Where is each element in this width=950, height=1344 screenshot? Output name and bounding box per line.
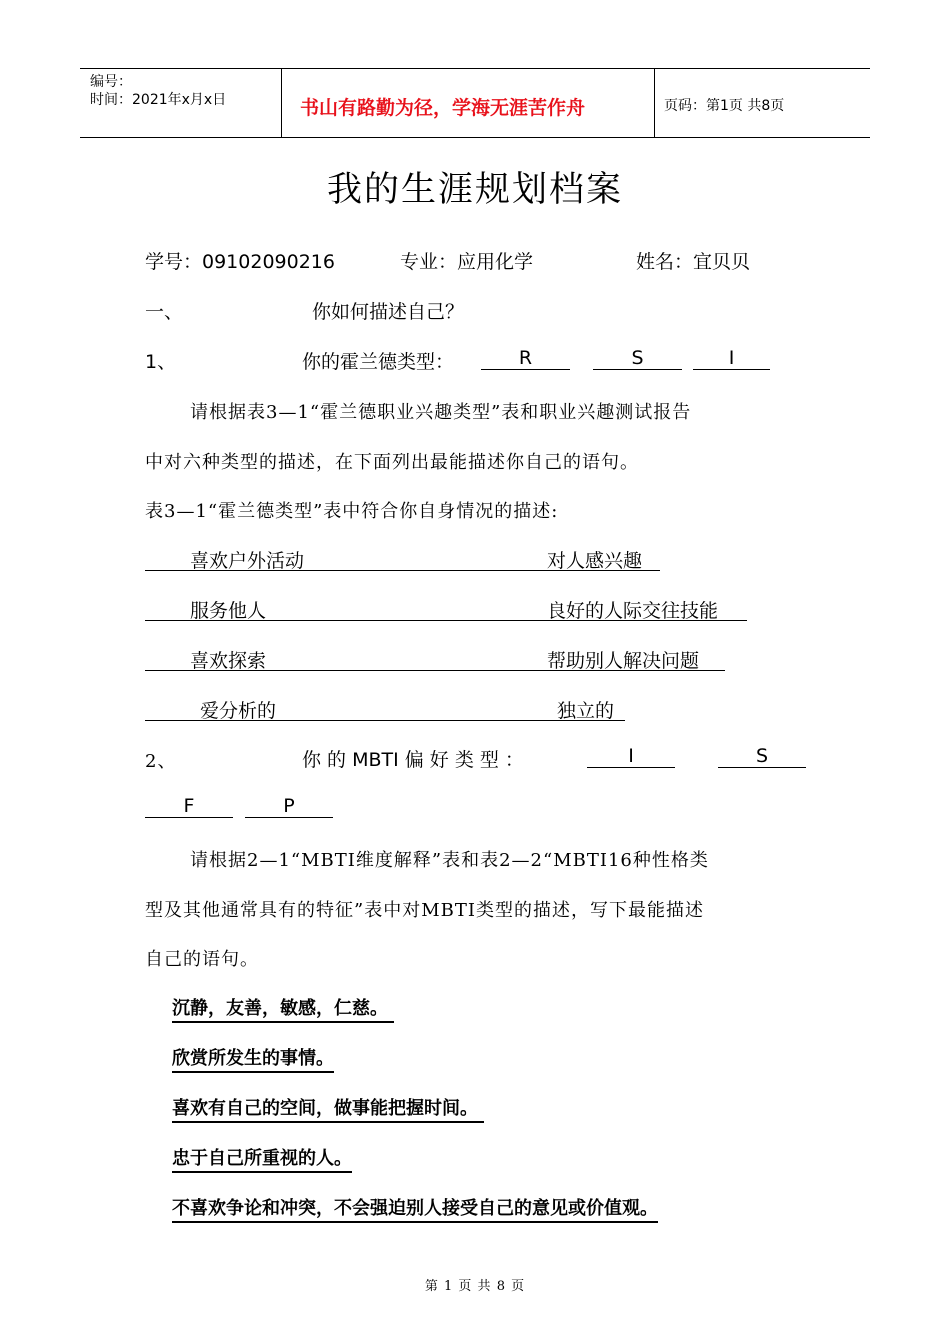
- header-divider: [654, 69, 655, 137]
- instruction-text: 型及其他通常具有的特征”表中对MBTI类型的描述，写下最能描述: [145, 900, 704, 921]
- mbti-type-answer: I: [587, 745, 675, 768]
- holland-description: 对人感兴趣: [547, 550, 643, 572]
- holland-description: 独立的: [557, 700, 615, 722]
- student-name: 姓名：宜贝贝: [636, 251, 751, 273]
- mbti-statement: 欣赏所发生的事情。: [172, 1044, 334, 1073]
- item-number: 1、: [145, 351, 177, 373]
- holland-description: 良好的人际交往技能: [547, 600, 719, 622]
- holland-type-answer: S: [593, 347, 682, 370]
- mbti-type-answer: P: [245, 795, 333, 818]
- mbti-type-answer: F: [145, 795, 233, 818]
- instruction-text: 自己的语句。: [145, 949, 259, 970]
- section-heading: 你如何描述自己？: [312, 301, 465, 323]
- mbti-type-answer: S: [718, 745, 806, 768]
- holland-description: 爱分析的: [200, 700, 277, 722]
- mbti-statement: 不喜欢争论和冲突，不会强迫别人接受自己的意见或价值观。: [172, 1194, 658, 1223]
- holland-description-row: [145, 546, 660, 571]
- header-motto: 书山有路勤为径，学海无涯苦作舟: [300, 97, 586, 119]
- instruction-text: 请根据表3—1“霍兰德职业兴趣类型”表和职业兴趣测试报告: [190, 402, 692, 423]
- instruction-text: 中对六种类型的描述，在下面列出最能描述你自己的语句。: [145, 452, 639, 473]
- mbti-statement: 忠于自己所重视的人。: [172, 1144, 352, 1173]
- student-major: 专业：应用化学: [400, 251, 534, 273]
- header-divider: [281, 69, 282, 137]
- table-caption: 表3—1“霍兰德类型”表中符合你自身情况的描述:: [145, 501, 559, 522]
- holland-description: 服务他人: [190, 600, 267, 622]
- header-page-number: 页码：第1页 共8页: [664, 98, 785, 114]
- document-number-label: 编号：: [90, 74, 132, 90]
- mbti-statement: 喜欢有自己的空间，做事能把握时间。: [172, 1094, 484, 1123]
- student-id: 学号：09102090216: [145, 251, 335, 273]
- page-footer: 第 1 页 共 8 页: [424, 1279, 526, 1294]
- document-date-label: 时间：2021年x月x日: [90, 92, 227, 108]
- holland-type-answer: I: [693, 347, 770, 370]
- section-number: 一、: [145, 301, 184, 323]
- holland-description: 帮助别人解决问题: [547, 650, 700, 672]
- instruction-text: 请根据2—1“MBTI维度解释”表和表2—2“MBTI16种性格类: [190, 850, 709, 871]
- mbti-statement: 沉静，友善，敏感，仁慈。: [172, 994, 394, 1023]
- document-title: 我的生涯规划档案: [326, 170, 623, 210]
- holland-type-label: 你的霍兰德类型：: [302, 351, 455, 373]
- holland-description: 喜欢户外活动: [190, 550, 305, 572]
- holland-description-row: [145, 646, 725, 671]
- holland-type-answer: R: [481, 347, 570, 370]
- mbti-type-label: 你 的 MBTI 偏 好 类 型 ：: [302, 749, 524, 771]
- holland-description-row: [145, 696, 625, 721]
- page-header: [80, 68, 870, 138]
- holland-description-row: [145, 596, 747, 621]
- holland-description: 喜欢探索: [190, 650, 267, 672]
- item-number: 2、: [145, 751, 177, 772]
